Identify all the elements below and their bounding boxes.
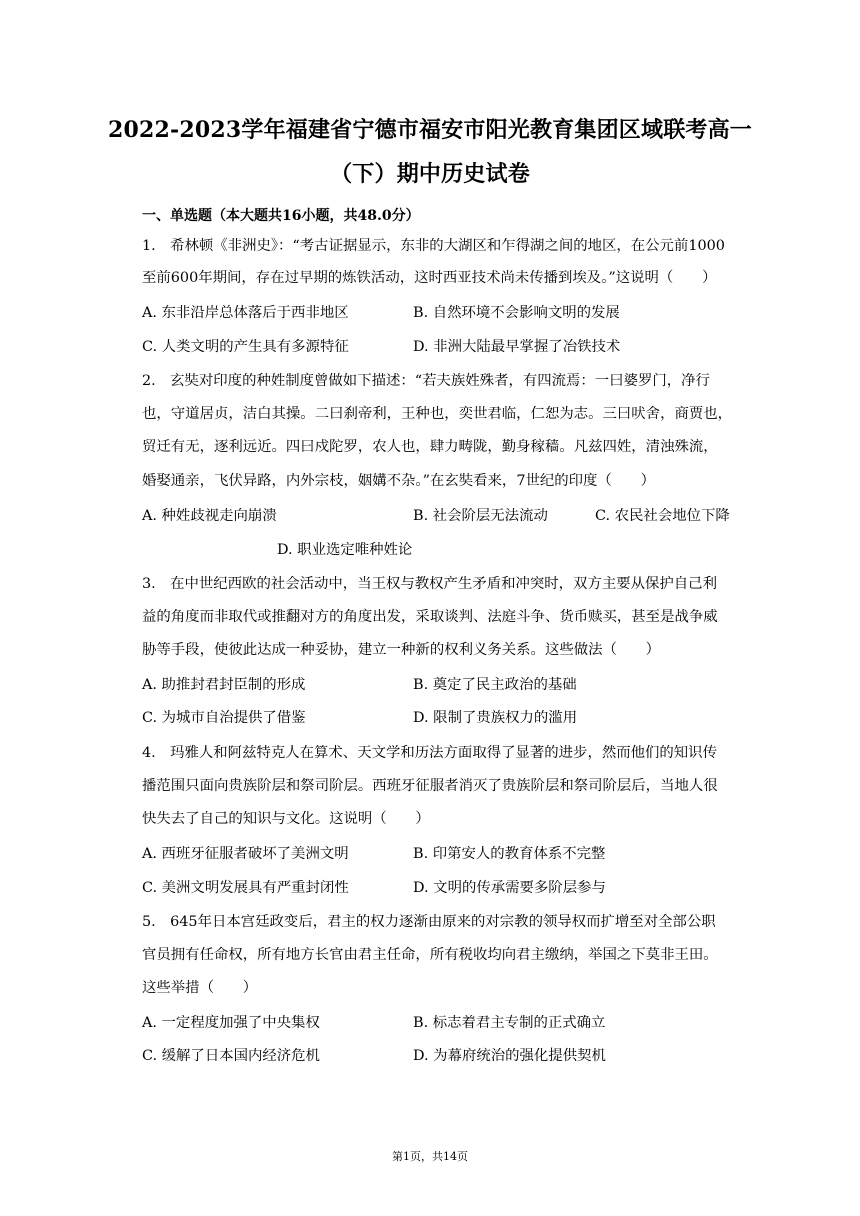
q3-option-a: A. 助推封君封臣制的形成 [142, 677, 306, 693]
q5-option-c: C. 缓解了日本国内经济危机 [142, 1048, 320, 1064]
q4-line-2: 播范围只面向贵族阶层和祭司阶层。西班牙征服者消灭了贵族阶层和祭司阶层后，当地人很 [142, 778, 718, 794]
q1-line-1: 1. 希林顿《非洲史》：“考古证据显示，东非的大湖区和乍得湖之间的地区，在公元前1000 [142, 238, 725, 254]
q5-line-2: 官员拥有任命权，所有地方长官由君主任命，所有税收均向君主缴纳，举国之下莫非王田。 [142, 947, 718, 963]
q3-option-b: B. 奠定了民主政治的基础 [413, 677, 577, 693]
q1-option-b: B. 自然环境不会影响文明的发展 [413, 305, 620, 321]
title-line-1: 2022-2023学年福建省宁德市福安市阳光教育集团区域联考高一 [108, 117, 752, 143]
page-footer: 第1页，共14页 [392, 1150, 468, 1163]
q1-option-d: D. 非洲大陆最早掌握了冶铁技术 [413, 339, 621, 355]
q3-option-c: C. 为城市自治提供了借鉴 [142, 710, 306, 726]
q5-line-1: 5. 645年日本宫廷政变后，君主的权力逐渐由原来的对宗教的领导权而扩增至对全部公职 [142, 914, 716, 930]
q4-option-b: B. 印第安人的教育体系不完整 [413, 846, 606, 862]
q2-line-3: 贸迁有无，逐利远近。四曰戍陀罗，农人也，肆力畴陇，勤身稼穑。凡兹四姓，清浊殊流， [142, 439, 718, 455]
q4-line-1: 4. 玛雅人和阿兹特克人在算术、天文学和历法方面取得了显著的进步，然而他们的知识传 [142, 745, 717, 761]
q3-line-1: 3. 在中世纪西欧的社会活动中，当王权与教权产生矛盾和冲突时，双方主要从保护自己利 [142, 576, 717, 592]
q2-option-a: A. 种姓歧视走向崩溃 [142, 508, 277, 524]
q5-option-d: D. 为幕府统治的强化提供契机 [413, 1048, 606, 1064]
q2-option-d: D. 职业选定唯种姓论 [277, 542, 413, 558]
title-line-2: （下）期中历史试卷 [330, 161, 530, 187]
q4-option-c: C. 美洲文明发展具有严重封闭性 [142, 880, 349, 896]
q2-line-4: 婚娶通亲，飞伏异路，内外宗枝，姻媾不杂。”在玄奘看来，7世纪的印度（ ） [142, 473, 655, 489]
q2-option-b: B. 社会阶层无法流动 [413, 508, 548, 524]
q5-line-3: 这些举措（ ） [142, 980, 258, 996]
q5-option-a: A. 一定程度加强了中央集权 [142, 1015, 320, 1031]
section-heading: 一、单选题（本大题共16小题，共48.0分） [142, 208, 420, 224]
q4-option-d: D. 文明的传承需要多阶层参与 [413, 880, 606, 896]
q1-option-c: C. 人类文明的产生具有多源特征 [142, 339, 349, 355]
q3-option-d: D. 限制了贵族权力的滥用 [413, 710, 578, 726]
q4-line-3: 快失去了自己的知识与文化。这说明（ ） [142, 811, 430, 827]
q1-option-a: A. 东非沿岸总体落后于西非地区 [142, 305, 349, 321]
q4-option-a: A. 西班牙征服者破坏了美洲文明 [142, 846, 349, 862]
q5-option-b: B. 标志着君主专制的正式确立 [413, 1015, 606, 1031]
q2-option-c: C. 农民社会地位下降 [595, 508, 730, 524]
q2-line-1: 2. 玄奘对印度的种姓制度曾做如下描述：“若夫族姓殊者，有四流焉：一曰婆罗门，净行 [142, 373, 710, 389]
q2-line-2: 也，守道居贞，洁白其操。二曰刹帝利，王种也，奕世君临，仁恕为志。三曰吠舍，商贾也， [142, 406, 733, 422]
q1-line-2: 至前600年期间，存在过早期的炼铁活动，这时西亚技术尚未传播到埃及。”这说明（ ） [142, 270, 717, 286]
q3-line-2: 益的角度而非取代或推翻对方的角度出发，采取谈判、法庭斗争、货币赎买，甚至是战争威 [142, 609, 718, 625]
q3-line-3: 胁等手段，使彼此达成一种妥协，建立一种新的权利义务关系。这些做法（ ） [142, 642, 661, 658]
